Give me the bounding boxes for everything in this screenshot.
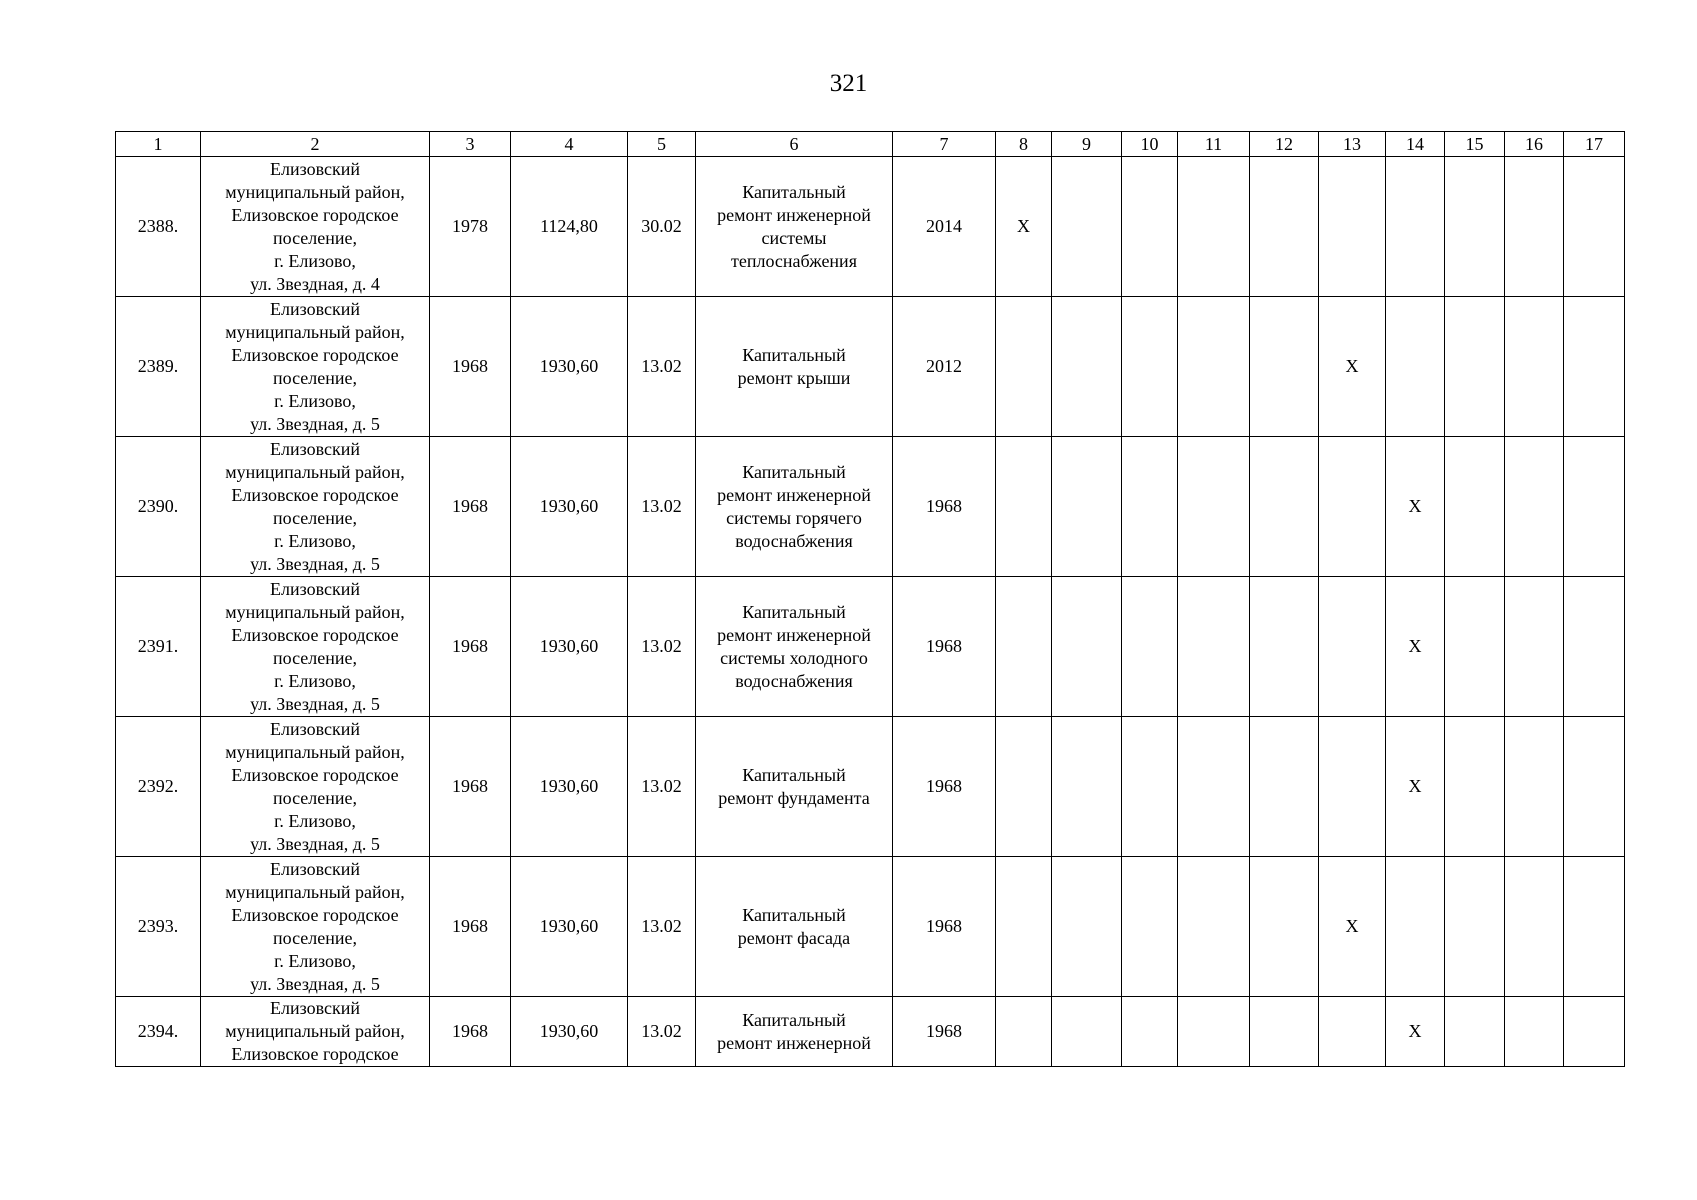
mark-cell-col-11 [1178,437,1250,577]
work-description-line: теплоснабжения [731,250,857,271]
address-cell-line: Елизовское городское [231,764,399,785]
table-row [116,157,1625,297]
address-cell-line: поселение, [272,787,357,808]
mark-cell-col-14: X [1386,437,1445,577]
mark-cell-col-16 [1505,857,1564,997]
construction-year: 1978 [430,157,511,297]
code-value: 13.02 [628,437,696,577]
address-cell-line: муниципальный район, [225,181,405,202]
address-cell-line: ул. Звездная, д. 5 [250,693,380,714]
mark-cell-col-16 [1505,157,1564,297]
address-cell [201,437,430,577]
address-cell-line: Елизовское городское [231,484,399,505]
address-cell-line: ул. Звездная, д. 5 [250,553,380,574]
code-value: 13.02 [628,997,696,1067]
table-row [116,437,1625,577]
column-header-5: 5 [628,132,696,157]
plan-year: 1968 [893,577,996,717]
code-value: 30.02 [628,157,696,297]
work-description-line: ремонт инженерной [717,1032,871,1053]
address-cell [201,577,430,717]
table-row [116,997,1625,1067]
address-cell-line: г. Елизово, [274,950,356,971]
table-row [116,857,1625,997]
mark-cell-col-9 [1052,157,1122,297]
mark-cell-col-17 [1564,157,1625,297]
row-number: 2393. [116,857,201,997]
mark-cell-col-15 [1445,997,1505,1067]
mark-cell-col-15 [1445,437,1505,577]
work-description-line: Капитальный [742,764,846,785]
area-value: 1930,60 [511,997,628,1067]
construction-year: 1968 [430,717,511,857]
mark-cell-col-16 [1505,437,1564,577]
address-cell-line: поселение, [272,227,357,248]
address-cell-line: поселение, [272,507,357,528]
row-number: 2394. [116,997,201,1067]
address-cell-line: г. Елизово, [274,390,356,411]
code-value: 13.02 [628,717,696,857]
mark-cell-col-8 [996,297,1052,437]
column-header-7: 7 [893,132,996,157]
construction-year: 1968 [430,297,511,437]
address-cell-line: муниципальный район, [225,741,405,762]
plan-year: 2014 [893,157,996,297]
mark-cell-col-17 [1564,437,1625,577]
mark-cell-col-13 [1319,717,1386,857]
work-description-line: ремонт инженерной [717,204,871,225]
work-description-line: ремонт крыши [737,367,851,388]
mark-cell-col-9 [1052,717,1122,857]
address-cell-line: Елизовский [269,298,360,319]
plan-year: 1968 [893,997,996,1067]
work-description [696,997,893,1067]
work-description-line: системы горячего [726,507,862,528]
work-description-line: Капитальный [742,344,846,365]
mark-cell-col-10 [1122,297,1178,437]
address-cell-line: поселение, [272,367,357,388]
mark-cell-col-12 [1250,297,1319,437]
address-cell-line: поселение, [272,647,357,668]
mark-cell-col-9 [1052,857,1122,997]
mark-cell-col-9 [1052,997,1122,1067]
work-description-line: ремонт инженерной [717,624,871,645]
column-header-10: 10 [1122,132,1178,157]
mark-cell-col-11 [1178,297,1250,437]
mark-cell-col-12 [1250,577,1319,717]
table-row [116,717,1625,857]
code-value: 13.02 [628,297,696,437]
code-value: 13.02 [628,857,696,997]
column-header-12: 12 [1250,132,1319,157]
plan-year: 2012 [893,297,996,437]
mark-cell-col-13 [1319,437,1386,577]
mark-cell-col-11 [1178,157,1250,297]
address-cell-line: Елизовский [269,998,360,1018]
mark-cell-col-16 [1505,297,1564,437]
mark-cell-col-17 [1564,857,1625,997]
column-header-1: 1 [116,132,201,157]
mark-cell-col-17 [1564,577,1625,717]
work-description-line: ремонт фасада [737,927,851,948]
work-description-line: системы [761,227,827,248]
address-cell-line: муниципальный район, [225,1021,405,1041]
address-cell-line: Елизовский [269,858,360,879]
mark-cell-col-17 [1564,297,1625,437]
mark-cell-col-11 [1178,577,1250,717]
work-description [696,297,893,437]
mark-cell-col-13: X [1319,297,1386,437]
plan-year: 1968 [893,857,996,997]
area-value: 1930,60 [511,717,628,857]
column-header-9: 9 [1052,132,1122,157]
mark-cell-col-17 [1564,717,1625,857]
mark-cell-col-14 [1386,857,1445,997]
column-header-2: 2 [201,132,430,157]
column-header-17: 17 [1564,132,1625,157]
address-cell-line: г. Елизово, [274,810,356,831]
mark-cell-col-8 [996,857,1052,997]
address-cell-line: поселение, [272,927,357,948]
mark-cell-col-14 [1386,297,1445,437]
work-description-line: водоснабжения [735,530,853,551]
mark-cell-col-9 [1052,437,1122,577]
row-number: 2388. [116,157,201,297]
mark-cell-col-12 [1250,157,1319,297]
construction-year: 1968 [430,437,511,577]
column-header-6: 6 [696,132,893,157]
work-description [696,157,893,297]
address-cell-line: Елизовское городское [231,1044,399,1064]
work-description-line: Капитальный [742,601,846,622]
mark-cell-col-14 [1386,157,1445,297]
address-cell-line: ул. Звездная, д. 5 [250,833,380,854]
plan-year: 1968 [893,717,996,857]
mark-cell-col-8 [996,997,1052,1067]
row-number: 2390. [116,437,201,577]
address-cell [201,997,430,1067]
table-body [116,157,1625,1067]
mark-cell-col-12 [1250,857,1319,997]
work-description [696,437,893,577]
work-description-line: Капитальный [742,904,846,925]
mark-cell-col-8 [996,577,1052,717]
column-header-16: 16 [1505,132,1564,157]
work-description-line: Капитальный [742,181,846,202]
area-value: 1930,60 [511,297,628,437]
area-value: 1930,60 [511,857,628,997]
mark-cell-col-12 [1250,717,1319,857]
mark-cell-col-9 [1052,577,1122,717]
column-header-11: 11 [1178,132,1250,157]
column-header-4: 4 [511,132,628,157]
work-description-line: Капитальный [742,1009,846,1030]
mark-cell-col-15 [1445,717,1505,857]
work-description-line: Капитальный [742,461,846,482]
mark-cell-col-14: X [1386,997,1445,1067]
address-cell [201,857,430,997]
area-value: 1930,60 [511,437,628,577]
address-cell-line: г. Елизово, [274,670,356,691]
mark-cell-col-10 [1122,437,1178,577]
address-cell-line: Елизовский [269,438,360,459]
mark-cell-col-10 [1122,997,1178,1067]
address-cell-line: Елизовский [269,578,360,599]
mark-cell-col-16 [1505,577,1564,717]
address-cell-line: муниципальный район, [225,461,405,482]
mark-cell-col-10 [1122,577,1178,717]
mark-cell-col-15 [1445,577,1505,717]
mark-cell-col-10 [1122,857,1178,997]
address-cell-line: ул. Звездная, д. 5 [250,413,380,434]
work-description-line: ремонт фундамента [718,787,870,808]
mark-cell-col-10 [1122,717,1178,857]
address-cell-line: Елизовский [269,158,360,179]
row-number: 2392. [116,717,201,857]
work-description-line: водоснабжения [735,670,853,691]
address-cell [201,717,430,857]
mark-cell-col-12 [1250,437,1319,577]
mark-cell-col-11 [1178,997,1250,1067]
mark-cell-col-15 [1445,157,1505,297]
construction-year: 1968 [430,857,511,997]
code-value: 13.02 [628,577,696,717]
column-header-8: 8 [996,132,1052,157]
row-number: 2391. [116,577,201,717]
mark-cell-col-14: X [1386,577,1445,717]
work-description-line: ремонт инженерной [717,484,871,505]
mark-cell-col-9 [1052,297,1122,437]
mark-cell-col-16 [1505,997,1564,1067]
address-cell-line: Елизовское городское [231,344,399,365]
address-cell-line: Елизовское городское [231,624,399,645]
plan-year: 1968 [893,437,996,577]
construction-year: 1968 [430,997,511,1067]
address-cell-line: муниципальный район, [225,881,405,902]
mark-cell-col-11 [1178,717,1250,857]
mark-cell-col-15 [1445,297,1505,437]
mark-cell-col-10 [1122,157,1178,297]
mark-cell-col-13 [1319,157,1386,297]
address-cell-line: ул. Звездная, д. 5 [250,973,380,994]
mark-cell-col-13 [1319,577,1386,717]
work-description [696,857,893,997]
column-header-14: 14 [1386,132,1445,157]
construction-year: 1968 [430,577,511,717]
mark-cell-col-13 [1319,997,1386,1067]
column-header-13: 13 [1319,132,1386,157]
row-number: 2389. [116,297,201,437]
mark-cell-col-8 [996,717,1052,857]
mark-cell-col-16 [1505,717,1564,857]
address-cell-line: г. Елизово, [274,250,356,271]
mark-cell-col-8: X [996,157,1052,297]
table-row [116,297,1625,437]
address-cell-line: г. Елизово, [274,530,356,551]
address-cell-line: Елизовское городское [231,204,399,225]
address-cell-line: муниципальный район, [225,321,405,342]
mark-cell-col-14: X [1386,717,1445,857]
column-header-3: 3 [430,132,511,157]
work-description [696,717,893,857]
address-cell-line: Елизовское городское [231,904,399,925]
mark-cell-col-17 [1564,997,1625,1067]
address-cell-line: муниципальный район, [225,601,405,622]
address-cell [201,297,430,437]
header-row [116,132,1625,157]
mark-cell-col-15 [1445,857,1505,997]
table-row [116,577,1625,717]
mark-cell-col-13: X [1319,857,1386,997]
address-cell [201,157,430,297]
mark-cell-col-12 [1250,997,1319,1067]
register-table [115,131,1625,1067]
page-number: 321 [829,70,868,97]
mark-cell-col-11 [1178,857,1250,997]
address-cell-line: ул. Звездная, д. 4 [250,273,380,294]
column-header-15: 15 [1445,132,1505,157]
area-value: 1930,60 [511,577,628,717]
work-description [696,577,893,717]
address-cell-line: Елизовский [269,718,360,739]
work-description-line: системы холодного [720,647,868,668]
mark-cell-col-8 [996,437,1052,577]
area-value: 1124,80 [511,157,628,297]
